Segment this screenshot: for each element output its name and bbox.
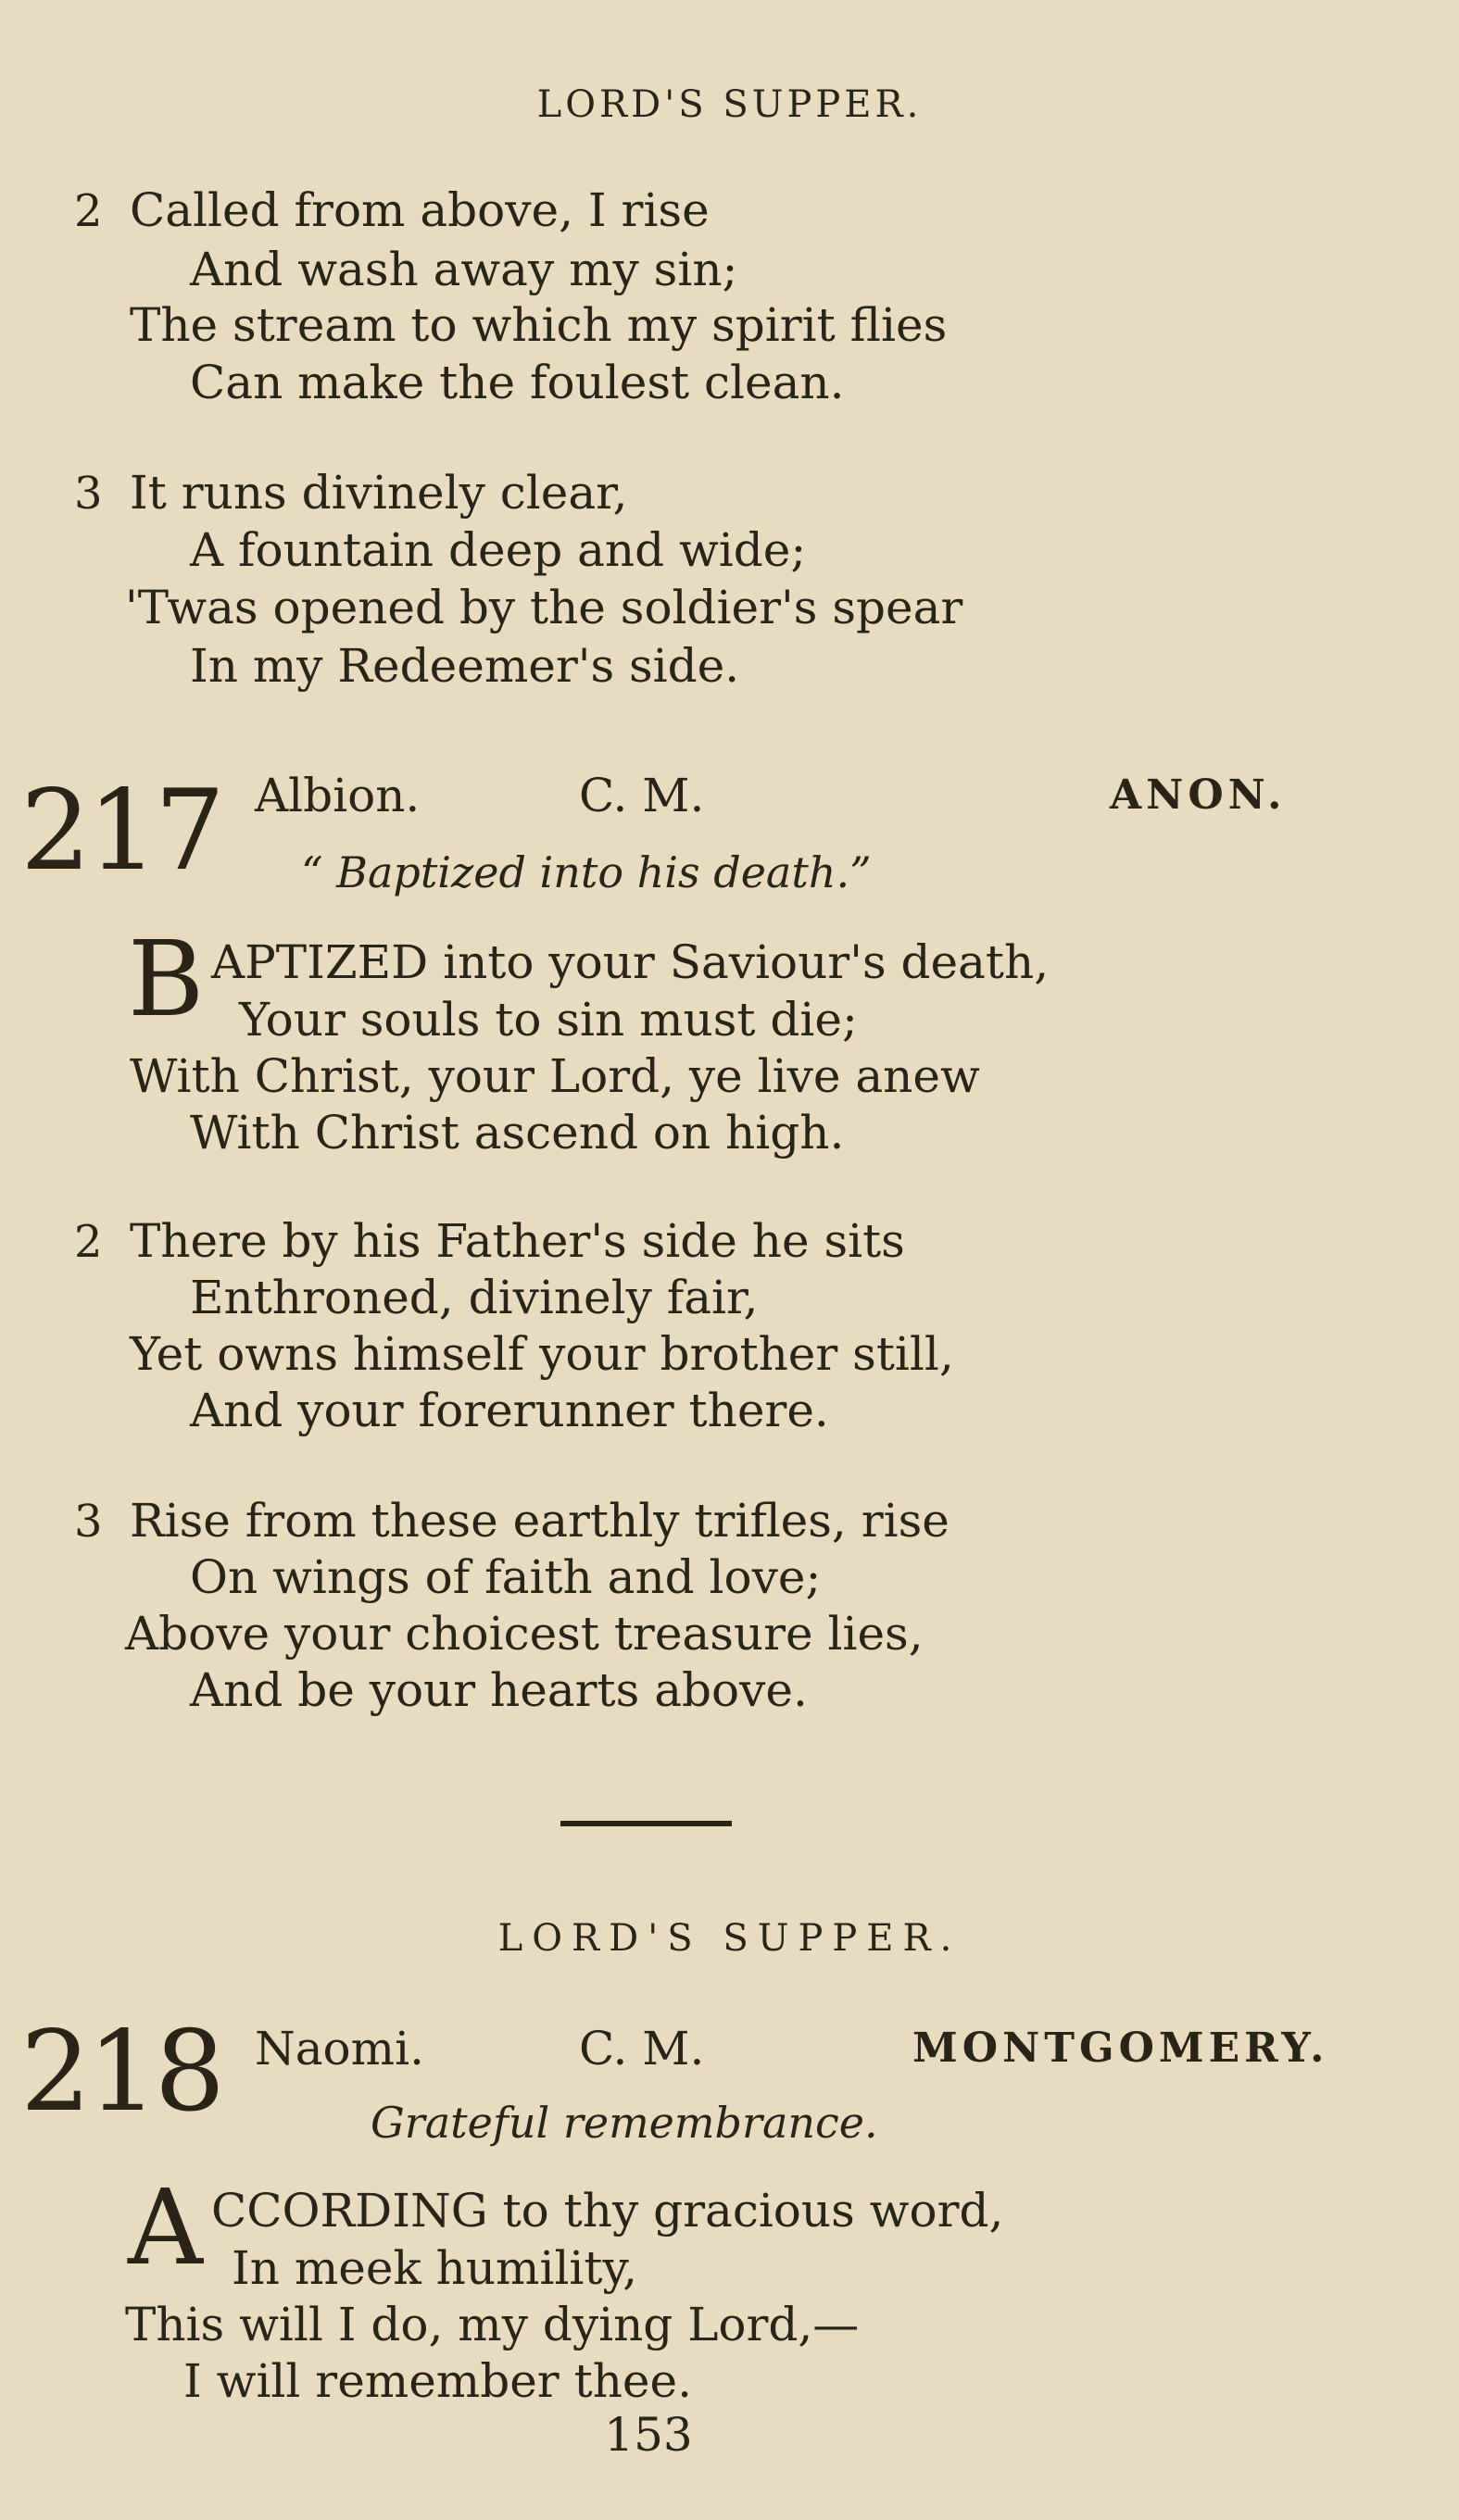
running-head: LORD'S SUPPER.: [536, 83, 923, 126]
verse-line: And be your hearts above.: [190, 1663, 808, 1717]
verse-line: APTIZED into your Saviour's death,: [211, 935, 1050, 989]
verse-line: CCORDING to thy gracious word,: [211, 2184, 1004, 2238]
verse-line: The stream to which my spirit flies: [130, 298, 948, 352]
verse-line: And your forerunner there.: [190, 1384, 829, 1437]
drop-cap: B: [128, 920, 205, 1040]
verse-line: Your souls to sin must die;: [239, 993, 858, 1047]
meter: C. M.: [579, 2022, 705, 2075]
verse-line: With Christ, your Lord, ye live anew: [130, 1049, 980, 1103]
verse-line: Rise from these earthly trifles, rise: [130, 1494, 950, 1548]
section-divider: [560, 1821, 732, 1826]
hymn-number: 217: [20, 767, 222, 896]
drop-cap: A: [128, 2168, 203, 2288]
section-heading: LORD'S SUPPER.: [497, 1917, 962, 1960]
hymn-subtitle: Grateful remembrance.: [371, 2098, 878, 2148]
verse-line: With Christ ascend on high.: [190, 1106, 845, 1160]
tune-name: Albion.: [255, 769, 421, 822]
verse-line: 'Twas opened by the soldier's spear: [125, 581, 963, 634]
verse-line: In my Redeemer's side.: [190, 639, 740, 693]
tune-name: Naomi.: [255, 2022, 424, 2075]
verse-line: There by his Father's side he sits: [130, 1214, 905, 1268]
verse-line: Yet owns himself your brother still,: [130, 1327, 954, 1381]
verse-line: Enthroned, divinely fair,: [190, 1271, 759, 1324]
verse-line: Can make the foulest clean.: [190, 356, 845, 409]
stanza-number: 2: [74, 185, 103, 237]
stanza-number: 2: [74, 1216, 103, 1268]
verse-line: This will I do, my dying Lord,—: [125, 2298, 860, 2351]
verse-line: I will remember thee.: [183, 2354, 692, 2408]
verse-line: It runs divinely clear,: [130, 466, 628, 520]
author: MONTGOMERY.: [912, 2025, 1329, 2072]
page-number: 153: [604, 2408, 693, 2462]
verse-line: In meek humility,: [232, 2241, 638, 2295]
verse-line: Above your choicest treasure lies,: [125, 1607, 924, 1661]
hymn-number: 218: [20, 2008, 222, 2137]
stanza-number: 3: [74, 1496, 103, 1548]
verse-line: And wash away my sin;: [190, 243, 738, 296]
hymn-subtitle: “ Baptized into his death.”: [301, 847, 872, 897]
meter: C. M.: [579, 769, 705, 822]
verse-line: A fountain deep and wide;: [190, 523, 807, 577]
author: ANON.: [1110, 771, 1287, 819]
stanza-number: 3: [74, 468, 103, 520]
verse-line: On wings of faith and love;: [190, 1550, 822, 1604]
verse-line: Called from above, I rise: [130, 183, 710, 237]
